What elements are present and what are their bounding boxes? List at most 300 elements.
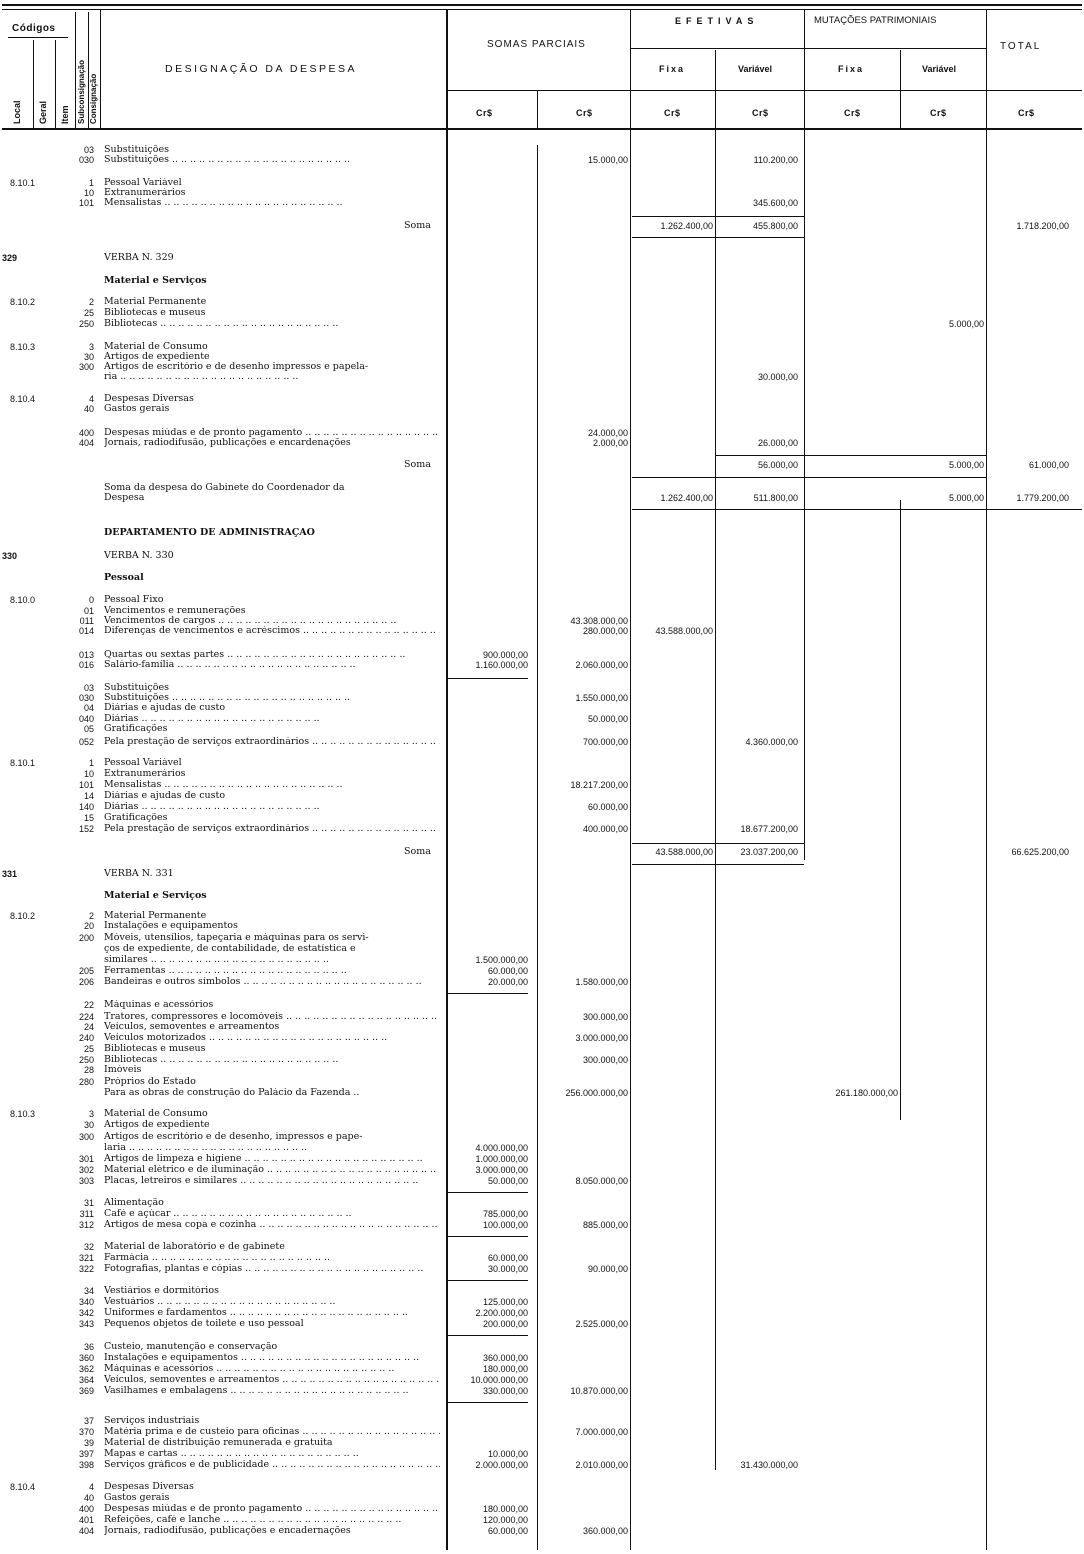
row-soma-parcial-2: 400.000,00 (582, 824, 628, 834)
row-description-text: Tratores, compressores e locomóveis (104, 1012, 284, 1022)
row-description (104, 253, 440, 263)
row-description (104, 1264, 440, 1274)
row-description-text: Pessoal (104, 573, 144, 583)
row-item-code: 224 (78, 1012, 94, 1022)
row-description (104, 1353, 440, 1363)
row-item-code: 401 (78, 1515, 94, 1525)
row-item-code: 322 (78, 1264, 94, 1274)
row-soma-parcial-2: 15.000,00 (587, 155, 628, 165)
soma-rule-4b (632, 864, 804, 865)
row-description (104, 626, 440, 636)
row-efetiva-variavel: 455.800,00 (752, 221, 798, 231)
row-description (104, 1515, 440, 1525)
row-local-code: 329 (2, 253, 18, 263)
row-description-text: Para as obras de construção do Palácio da Fazenda .. (104, 1088, 360, 1098)
row-soma-parcial-1: 180.000,00 (482, 1504, 528, 1514)
row-description (104, 1165, 440, 1175)
row-description-text: Extranumerários (104, 769, 186, 779)
header-bottom-border (2, 128, 1082, 130)
row-description-text: Diárias (104, 714, 139, 724)
row-description-text: Diárias (104, 802, 139, 812)
row-description-text: Material e Serviços (104, 276, 207, 286)
row-description-text: Gastos gerais (104, 1493, 170, 1503)
row-description (104, 1033, 440, 1043)
row-description (104, 145, 440, 155)
row-description (104, 188, 440, 198)
row-soma-parcial-1: 10.000.000,00 (470, 1375, 528, 1385)
row-soma-parcial-1: 20.000,00 (487, 977, 528, 987)
row-description-text: Pessoal Fixo (104, 595, 164, 605)
row-item-code: 22 (83, 1000, 94, 1010)
header-geral: Geral (38, 100, 48, 124)
header-variavel: Variável (738, 64, 773, 74)
row-soma-parcial-1: 4.000.000,00 (475, 1143, 528, 1153)
row-item-code: 04 (83, 703, 94, 713)
row-description (104, 869, 440, 879)
row-soma-label: Soma (404, 220, 431, 231)
row-soma-parcial-1: 330.000,00 (482, 1386, 528, 1396)
row-soma-parcial-2: 24.000,00 (587, 428, 628, 438)
row-description-text: Serviços industriais (104, 1416, 200, 1426)
row-description-text: Substituições (104, 683, 169, 693)
row-item-code: 03 (83, 145, 94, 155)
row-item-code: 4 (88, 1482, 94, 1492)
row-item-code: 152 (78, 824, 94, 834)
row-item-code: 404 (78, 438, 94, 448)
row-description-text: Café e açúcar (104, 1209, 171, 1219)
row-description (104, 1055, 440, 1065)
row-efetiva-fixa: 1.262.400,00 (660, 221, 713, 231)
row-description-text: Matéria prima e de custeio para oficinas (104, 1427, 300, 1437)
header-somas-parciais: SOMAS PARCIAIS (487, 39, 586, 50)
row-description-text: Salário-família (104, 660, 175, 670)
row-description-text: Despesas miúdas e de pronto pagamento (104, 428, 303, 438)
row-item-code: 10 (83, 769, 94, 779)
row-geral-code: 8.10.4 (10, 1482, 36, 1492)
row-description (104, 1416, 440, 1426)
row-item-code: 205 (78, 966, 94, 976)
row-description-text: Despesas Diversas (104, 394, 194, 404)
row-description-text: Despesas miúdas e de pronto pagamento (104, 1504, 303, 1514)
row-item-code: 140 (78, 802, 94, 812)
row-description-text: Vasilhames e embalagens (104, 1386, 228, 1396)
row-soma-parcial-1: 2.200.000,00 (475, 1308, 528, 1318)
row-item-code: 398 (78, 1460, 94, 1470)
row-item-code: 280 (78, 1077, 94, 1087)
row-efetiva-variavel: 56.000,00 (757, 460, 798, 470)
header-hline-currency (448, 90, 1082, 91)
row-description (104, 428, 440, 438)
row-description-text: Bibliotecas e museus (104, 308, 206, 318)
vline-somas (537, 145, 538, 1550)
row-description-text: VERBA N. 331 (104, 869, 174, 879)
row-description (104, 308, 440, 318)
row-description-text: Vencimentos e remunerações (104, 606, 246, 616)
vline-mutacoes-fixa (900, 500, 901, 1120)
row-description-text: Material Permanente (104, 297, 207, 307)
row-soma-parcial-2: 43.308.000,00 (570, 616, 628, 626)
header-item: Item (60, 105, 70, 124)
row-item-code: 364 (78, 1375, 94, 1385)
header-currency-fixa: Cr$ (664, 108, 681, 118)
row-description-text: Serviços gráficos e de publicidade (104, 1460, 270, 1470)
row-description-text: Vencimentos de cargos (104, 616, 216, 626)
header-consignacao: Consignação (89, 73, 98, 124)
row-description (104, 1000, 440, 1010)
row-description (104, 1088, 440, 1098)
row-description-text: Vestiários e dormitórios (104, 1286, 219, 1296)
row-soma-parcial-1: 100.000,00 (482, 1220, 528, 1230)
row-description (104, 1526, 440, 1536)
row-description (104, 1120, 440, 1130)
row-description-text: Bibliotecas (104, 1055, 158, 1065)
row-description-text: Uniformes e fardamentos (104, 1308, 227, 1318)
row-soma-parcial-1: 360.000,00 (482, 1353, 528, 1363)
row-soma-label: Soma (404, 846, 431, 857)
row-description-text: Mensalistas (104, 780, 162, 790)
row-soma-parcial-1: 10.000,00 (487, 1449, 528, 1459)
row-item-code: 240 (78, 1033, 94, 1043)
row-description-text: Material de Consumo (104, 342, 208, 352)
row-item-code: 342 (78, 1308, 94, 1318)
header-vline-mutacoes (804, 10, 805, 128)
row-description (104, 1220, 440, 1230)
header-mutacoes: MUTAÇÕES PATRIMONIAIS (814, 15, 937, 26)
row-description (104, 1022, 440, 1032)
row-description (104, 606, 440, 616)
row-geral-code: 8.10.3 (10, 342, 36, 352)
row-description-text: Pessoal Variável (104, 178, 182, 188)
row-description (104, 724, 440, 734)
row-item-code: 101 (78, 198, 94, 208)
row-description-text: Material de distribuição remunerada e gratuita (104, 1438, 333, 1448)
row-description (104, 483, 440, 493)
header-currency-mvar: Cr$ (930, 108, 947, 118)
row-description (104, 824, 440, 834)
header-vline-total (986, 10, 987, 128)
header-codigos: Códigos (12, 23, 56, 34)
header-vline-mfixa (900, 50, 901, 128)
row-description-text: Mensalistas (104, 198, 162, 208)
row-description-text: Diferenças de vencimentos e acréscimos (104, 626, 300, 636)
row-item-code: 32 (83, 1242, 94, 1252)
row-soma-parcial-2: 300.000,00 (582, 1055, 628, 1065)
subtotal-rule-3 (448, 1192, 528, 1193)
row-item-code: 030 (78, 693, 94, 703)
row-item-code: 250 (78, 319, 94, 329)
row-item-code: 040 (78, 714, 94, 724)
row-efetiva-fixa: 1.262.400,00 (660, 493, 713, 503)
row-description-text: Artigos de escritório e de desenho impressos e papela- (104, 362, 369, 372)
row-description (104, 319, 440, 329)
row-efetiva-variavel: 31.430.000,00 (740, 1460, 798, 1470)
header-designacao: DESIGNAÇÃO DA DESPESA (165, 63, 357, 75)
row-soma-parcial-2: 7.000.000,00 (575, 1427, 628, 1437)
row-item-code: 34 (83, 1286, 94, 1296)
header-vline-efetivas (630, 10, 631, 128)
row-geral-code: 8.10.0 (10, 595, 36, 605)
row-soma-parcial-2: 10.870.000,00 (570, 1386, 628, 1396)
row-description (104, 758, 440, 768)
row-geral-code: 8.10.4 (10, 394, 36, 404)
row-description-text: Diárias e ajudas de custo (104, 703, 226, 713)
row-item-code: 0 (88, 595, 94, 605)
row-description (104, 650, 440, 660)
row-description-text: Despesa (104, 493, 145, 503)
row-item-code: 25 (83, 1044, 94, 1054)
row-description (104, 1143, 440, 1153)
row-description-text: Material e Serviços (104, 891, 207, 901)
row-description-text: Instalações e equipamentos (104, 1353, 238, 1363)
row-soma-parcial-1: 50.000,00 (487, 1176, 528, 1186)
subtotal-rule-7 (448, 1402, 528, 1403)
row-description (104, 703, 440, 713)
row-item-code: 343 (78, 1319, 94, 1329)
row-item-code: 302 (78, 1165, 94, 1175)
subtotal-rule-6 (448, 1335, 528, 1336)
row-description (104, 737, 440, 747)
header-vline-fixa (715, 50, 716, 128)
row-description (104, 198, 440, 208)
row-description (104, 1253, 440, 1263)
row-description-text: Quartas ou sextas partes (104, 650, 225, 660)
row-soma-parcial-2: 8.050.000,00 (575, 1176, 628, 1186)
row-item-code: 30 (83, 1120, 94, 1130)
row-item-code: 369 (78, 1386, 94, 1396)
row-description (104, 1342, 440, 1352)
row-soma-parcial-1: 1.500.000,00 (475, 955, 528, 965)
row-item-code: 206 (78, 977, 94, 987)
row-description-text: Artigos de escritório e de desenho, impressos e pape- (104, 1132, 363, 1142)
row-description (104, 1198, 440, 1208)
subtotal-rule-5 (448, 1280, 528, 1281)
row-description (104, 1132, 440, 1142)
row-description-text: Fotografias, plantas e cópias (104, 1264, 243, 1274)
row-item-code: 101 (78, 780, 94, 790)
row-description (104, 595, 440, 605)
row-description (104, 791, 440, 801)
row-soma-parcial-2: 1.550.000,00 (575, 693, 628, 703)
subtotal-rule-4 (448, 1236, 528, 1237)
row-description (104, 966, 440, 976)
row-description (104, 1438, 440, 1448)
row-efetiva-variavel: 345.600,00 (752, 198, 798, 208)
row-item-code: 014 (78, 626, 94, 636)
row-description (104, 1154, 440, 1164)
row-soma-parcial-1: 3.000.000,00 (475, 1165, 528, 1175)
row-description (104, 1375, 440, 1385)
row-item-code: 2 (88, 297, 94, 307)
row-description-text: ria (104, 372, 118, 382)
row-item-code: 36 (83, 1342, 94, 1352)
row-efetiva-variavel: 110.200,00 (753, 155, 798, 165)
row-local-code: 331 (2, 869, 18, 879)
header-local: Local (12, 100, 22, 124)
row-description-text: Despesas Diversas (104, 1482, 194, 1492)
row-description (104, 155, 440, 165)
row-item-code: 200 (78, 933, 94, 943)
row-soma-parcial-2: 2.060.000,00 (575, 660, 628, 670)
row-description (104, 1308, 440, 1318)
row-mutacao-fixa: 261.180.000,00 (835, 1088, 898, 1098)
row-description-text: Material Permanente (104, 911, 207, 921)
header-mfixa: Fixa (838, 64, 865, 74)
row-description (104, 1504, 440, 1514)
row-item-code: 400 (78, 1504, 94, 1514)
vline-fixa (715, 130, 716, 1470)
row-soma-parcial-2: 2.525.000,00 (575, 1319, 628, 1329)
row-item-code: 37 (83, 1416, 94, 1426)
row-description-text: Móveis, utensílios, tapeçaria e máquinas para os servi- (104, 933, 369, 943)
row-soma-parcial-1: 125.000,00 (482, 1297, 528, 1307)
header-hline-mutacoes (804, 48, 986, 49)
row-mutacao-variavel: 5.000,00 (948, 493, 984, 503)
row-item-code: 300 (78, 362, 94, 372)
row-total: 1.718.200,00 (1016, 221, 1069, 231)
row-description-text: Máquinas e acessórios (104, 1000, 214, 1010)
header-hline-efetivas (630, 48, 804, 49)
row-description (104, 1460, 440, 1470)
row-description-text: Bibliotecas e museus (104, 1044, 206, 1054)
row-description (104, 362, 440, 372)
header-vline-codes (100, 10, 101, 128)
row-description (104, 352, 440, 362)
vline-variavel (804, 130, 805, 860)
row-description (104, 404, 440, 414)
row-item-code: 31 (83, 1198, 94, 1208)
row-description (104, 1065, 440, 1075)
row-description (104, 297, 440, 307)
row-description-text: Jornais, radiodifusão, publicações e encadernações (104, 1526, 351, 1536)
row-soma-parcial-2: 280.000,00 (582, 626, 628, 636)
header-vline-somas (537, 90, 538, 128)
row-efetiva-variavel: 4.360.000,00 (745, 737, 798, 747)
row-description (104, 660, 440, 670)
row-description (104, 1176, 440, 1186)
row-soma-parcial-1: 2.000.000,00 (475, 1460, 528, 1470)
row-description (104, 394, 440, 404)
row-description-text: Substituições (104, 145, 169, 155)
row-soma-parcial-1: 120.000,00 (482, 1515, 528, 1525)
row-item-code: 013 (78, 650, 94, 660)
row-description-text: Veículos motorizados (104, 1033, 206, 1043)
row-item-code: 016 (78, 660, 94, 670)
row-soma-parcial-1: 900.000,00 (482, 650, 528, 660)
row-soma-parcial-2: 60.000,00 (587, 802, 628, 812)
row-description-text: Placas, letreiros e similares (104, 1176, 238, 1186)
row-total: 1.779.200,00 (1016, 493, 1069, 503)
top-border-inner (2, 9, 1082, 10)
row-soma-parcial-2: 2.000,00 (592, 438, 628, 448)
header-hline-codigos (8, 37, 68, 38)
row-description-text: Diárias e ajudas de custo (104, 791, 226, 801)
row-description (104, 891, 440, 901)
row-item-code: 404 (78, 1526, 94, 1536)
soma-rule-3 (632, 509, 1082, 510)
row-description (104, 802, 440, 812)
row-description (104, 1077, 440, 1087)
row-description (104, 1482, 440, 1492)
row-description-text: Mapas e cartas (104, 1449, 178, 1459)
row-description-text: Gastos gerais (104, 404, 170, 414)
row-item-code: 303 (78, 1176, 94, 1186)
row-efetiva-variavel: 30.000,00 (757, 372, 798, 382)
row-soma-parcial-2: 3.000.000,00 (575, 1033, 628, 1043)
row-description (104, 1242, 440, 1252)
row-description-text: Material de Consumo (104, 1109, 208, 1119)
row-description-text: VERBA N. 330 (104, 551, 174, 561)
row-description-text: Bandeiras e outros símbolos (104, 977, 241, 987)
row-item-code: 20 (83, 921, 94, 931)
row-description-text: laria (104, 1143, 126, 1153)
row-description-text: Pessoal Variável (104, 758, 182, 768)
row-geral-code: 8.10.1 (10, 758, 36, 768)
row-description-text: Material elétrico e de iluminação (104, 1165, 264, 1175)
row-description (104, 1297, 440, 1307)
row-geral-code: 8.10.2 (10, 297, 36, 307)
row-efetiva-variavel: 511.800,00 (753, 493, 798, 503)
header-vline-item (75, 12, 76, 128)
row-description-text: Vestuários (104, 1297, 155, 1307)
row-description (104, 573, 440, 583)
row-description (104, 1449, 440, 1459)
row-description-text: DEPARTAMENTO DE ADMINISTRAÇÃO (104, 528, 315, 538)
row-description-text: Farmácia (104, 1253, 149, 1263)
row-item-code: 030 (78, 155, 94, 165)
row-description-text: VERBA N. 329 (104, 253, 174, 263)
row-description-text: Jornais, radiodifusão, publicações e encardenações (104, 438, 351, 448)
row-soma-parcial-1: 60.000,00 (487, 1253, 528, 1263)
row-description (104, 813, 440, 823)
row-soma-parcial-1: 60.000,00 (487, 1526, 528, 1536)
row-item-code: 30 (83, 352, 94, 362)
row-soma-parcial-2: 300.000,00 (582, 1012, 628, 1022)
row-soma-parcial-2: 256.000.000,00 (565, 1088, 628, 1098)
row-item-code: 14 (83, 791, 94, 801)
row-description (104, 780, 440, 790)
header-mvariavel: Variável (922, 64, 957, 74)
row-item-code: 301 (78, 1154, 94, 1164)
row-description (104, 1286, 440, 1296)
row-description-text: Refeições, café e lanche (104, 1515, 221, 1525)
top-border (2, 4, 1082, 6)
row-description (104, 1109, 440, 1119)
row-total: 61.000,00 (1028, 460, 1069, 470)
vline-efetivas (630, 130, 631, 1550)
header-efetivas: EFETIVAS (675, 16, 759, 26)
row-description-text: Extranumerários (104, 188, 186, 198)
row-description-text: ços de expediente, de contabilidade, de estatística e (104, 944, 356, 954)
row-description (104, 693, 440, 703)
row-description (104, 921, 440, 931)
row-soma-parcial-1: 180.000,00 (482, 1364, 528, 1374)
row-item-code: 340 (78, 1297, 94, 1307)
row-description (104, 714, 440, 724)
header-subconsignacao: Subconsignação (77, 59, 86, 124)
row-description (104, 944, 440, 954)
row-soma-parcial-2: 2.010.000,00 (575, 1460, 628, 1470)
row-item-code: 2 (88, 911, 94, 921)
row-description-text: Pequenos objetos de toilete e uso pessoal (104, 1319, 304, 1329)
row-description (104, 683, 440, 693)
row-description (104, 372, 440, 382)
row-description-text: Bibliotecas (104, 319, 158, 329)
row-geral-code: 8.10.2 (10, 911, 36, 921)
row-soma-parcial-1: 60.000,00 (487, 966, 528, 976)
row-item-code: 01 (83, 606, 94, 616)
row-item-code: 311 (79, 1209, 94, 1219)
row-item-code: 1 (88, 758, 94, 768)
